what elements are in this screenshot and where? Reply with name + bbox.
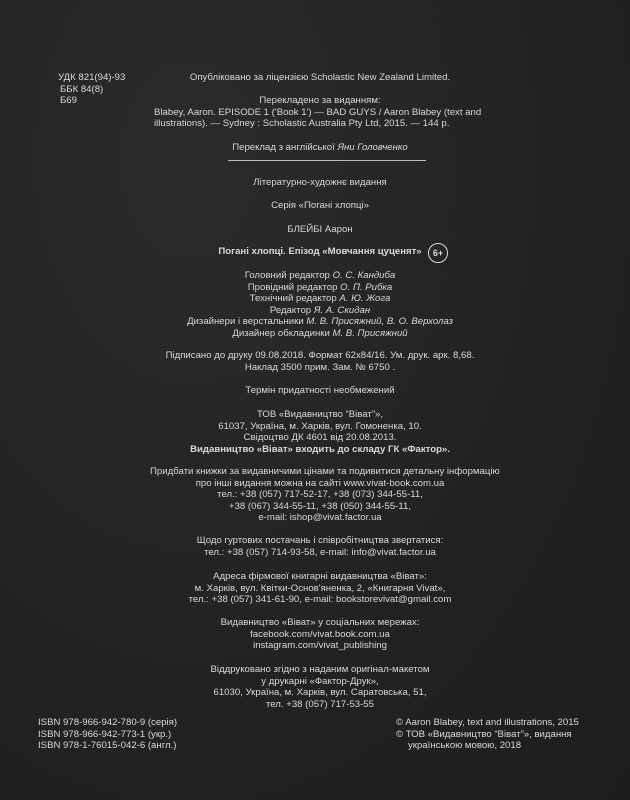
wholesale-line: тел.: +38 (057) 714-93-58, e-mail: info@vivat.factor.ua xyxy=(204,546,436,558)
udk-line: УДК 821(94)-93 xyxy=(58,72,126,83)
author-name: БЛЕЙБІ Аарон xyxy=(287,224,353,235)
store-line: Адреса фірмової книгарні видавництва «Віват»: xyxy=(213,571,427,582)
printed-line: тел. +38 (057) 717-53-55 xyxy=(266,698,374,710)
isbn-line: ISBN 978-966-942-780-9 (серія) xyxy=(38,717,178,728)
buy-info-line: e-mail: ishop@vivat.factor.ua xyxy=(258,512,382,524)
translator-name: Яни Головченко xyxy=(337,142,408,153)
publisher-info xyxy=(150,409,490,455)
publisher-line: 61037, Україна, м. Харків, вул. Гомоненка, 10. xyxy=(218,420,422,432)
printed-line: 61030, Україна, м. Харків, вул. Саратовська, 51, xyxy=(213,687,427,699)
publisher-line: Свідоцтво ДК 4601 від 20.08.2013. xyxy=(243,432,397,444)
social-info xyxy=(150,617,490,652)
edition-type: Літературно-художнє видання xyxy=(253,177,387,188)
printed-info xyxy=(150,664,490,710)
buy-info-line: +38 (067) 344-55-11, +38 (050) 344-55-11, xyxy=(228,500,412,512)
translated-from-head: Перекладено за виданням: xyxy=(259,95,381,106)
isbn-block xyxy=(38,717,238,752)
divider xyxy=(228,160,426,161)
store-line: м. Харків, вул. Квітки-Основ'яненка, 2, «Книгарня Vivat», xyxy=(194,582,446,594)
social-line: instagram.com/vivat_publishing xyxy=(253,640,387,652)
wholesale-line: Щодо гуртових постачань і співробітництва звертатися: xyxy=(196,535,444,546)
store-info xyxy=(150,571,490,606)
wholesale-info xyxy=(150,535,490,558)
staff-line: Провідний редактор О. П. Рибка xyxy=(247,281,393,293)
buy-info-line: про інші видання можна на сайті www.vivat-book.com.ua xyxy=(195,477,445,489)
publisher-group-line: Видавництво «Віват» входить до складу ГК «Фактор». xyxy=(190,443,450,455)
bbk-line: ББК 84(8) xyxy=(60,83,104,95)
age-rating-badge: 6+ xyxy=(428,243,448,263)
printed-line: у друкарні «Фактор-Друк», xyxy=(261,675,379,687)
index-line: Б69 xyxy=(60,95,77,107)
copyright-line: © ТОВ «Видавництво “Віват”», видання xyxy=(396,728,572,740)
social-line: facebook.com/vivat.book.com.ua xyxy=(250,628,390,640)
print-info-line: Наклад 3500 прим. Зам. № 6750 . xyxy=(244,361,396,373)
translator-line xyxy=(150,142,490,154)
buy-info-line: Придбати книжки за видавничими цінами та подивитися детальну інформацію xyxy=(150,466,500,477)
translated-from-line2: illustrations). — Sydney : Scholastic Australia Pty Ltd, 2015. — 144 p. xyxy=(154,118,450,130)
staff-list xyxy=(150,270,490,340)
copyright-block xyxy=(396,717,596,752)
print-info-line: Підписано до друку 09.08.2018. Формат 62х84/16. Ум. друк. арк. 8,68. xyxy=(165,350,475,361)
copyright-line: © Aaron Blabey, text and illustrations, 2015 xyxy=(396,717,579,728)
store-line: тел.: +38 (057) 341-61-90, e-mail: bookstorevivat@gmail.com xyxy=(188,594,452,606)
translator-label: Переклад з англійської xyxy=(232,142,335,153)
isbn-line: ISBN 978-1-76015-042-6 (англ.) xyxy=(38,740,177,752)
license-text: Опубліковано за ліцензією Scholastic New Zealand Limited. xyxy=(189,72,451,83)
social-line: Видавництво «Віват» у соціальних мережах: xyxy=(220,617,420,628)
publisher-line: ТОВ «Видавництво “Віват”», xyxy=(256,409,384,420)
staff-line: Дизайнери і верстальники М. В. Присяжний, В. О. Верхолаз xyxy=(187,316,453,328)
staff-line: Редактор Я. А. Скидан xyxy=(269,304,371,316)
isbn-line: ISBN 978-966-942-773-1 (укр.) xyxy=(38,728,172,740)
print-info xyxy=(150,350,490,373)
staff-line: Технічний редактор А. Ю. Жога xyxy=(249,293,391,305)
series-name: Серія «Погані хлопці» xyxy=(271,200,369,211)
shelf-life: Термін придатності необмежений xyxy=(245,385,395,396)
printed-line: Віддруковано згідно з наданим оригінал-макетом xyxy=(210,664,430,675)
translated-from xyxy=(150,95,490,130)
udk-block xyxy=(58,72,148,107)
buy-info-line: тел.: +38 (057) 717-52-17, +38 (073) 344-55-11, xyxy=(217,489,423,501)
staff-line: Дизайнер обкладинки М. В. Присяжний xyxy=(232,327,408,339)
staff-line: Головний редактор О. С. Кандиба xyxy=(244,270,396,281)
buy-info xyxy=(150,466,500,524)
translated-from-line1: Blabey, Aaron. EPISODE 1 ('Book 1') — BAD GUYS / Aaron Blabey (text and xyxy=(154,106,482,118)
copyright-line: українською мовою, 2018 xyxy=(408,740,522,752)
book-title: Погані хлопці. Епізод «Мовчання цуценят» xyxy=(218,246,422,257)
